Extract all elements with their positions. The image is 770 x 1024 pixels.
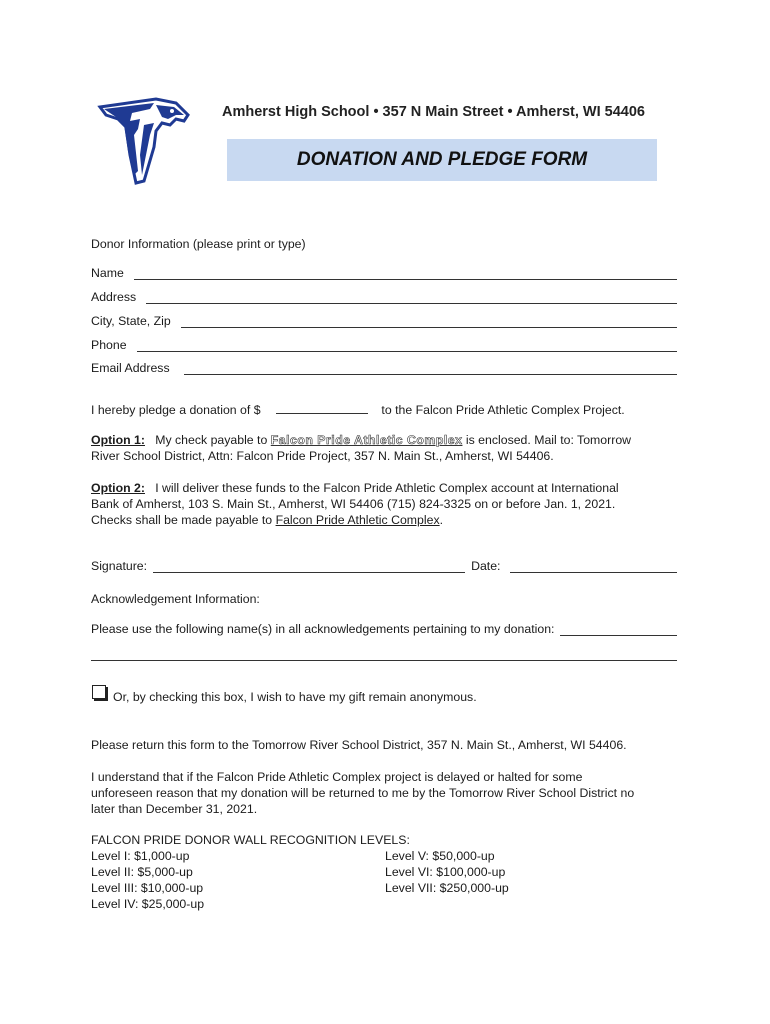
signature-field[interactable]: [153, 560, 465, 573]
refund-note-line1: I understand that if the Falcon Pride Athletic Complex project is delayed or halted for some: [91, 770, 583, 784]
option2-line3-suffix: .: [439, 513, 444, 527]
ack-names-row-2: [91, 648, 677, 661]
pledge-line: [91, 401, 677, 418]
level-item: Level III: $10,000-up: [91, 881, 204, 895]
address-field[interactable]: [146, 291, 677, 304]
email-row: [91, 361, 677, 375]
option1-line2: River School District, Attn: Falcon Pride Project, 357 N. Main St., Amherst, WI 54406.: [91, 449, 554, 463]
level-item: Level IV: $25,000-up: [91, 897, 205, 911]
signature-label: Signature:: [91, 559, 148, 573]
option2-line3-prefix: Checks shall be made payable to: [91, 513, 273, 527]
option2-label: Option 2:: [91, 481, 145, 495]
address-label: Address: [91, 290, 137, 304]
phone-field[interactable]: [137, 339, 677, 352]
option1-block: [91, 432, 681, 464]
city-label: City, State, Zip: [91, 314, 171, 328]
refund-note: [91, 769, 691, 817]
name-label: Name: [91, 266, 124, 280]
level-item: Level V: $50,000-up: [385, 849, 495, 863]
email-field[interactable]: [184, 362, 677, 375]
school-address-line: Amherst High School • 357 N Main Street • Amherst, WI 54406: [222, 104, 645, 120]
city-field[interactable]: [181, 315, 677, 328]
ack-names-row: [91, 622, 677, 636]
levels-right-column: [385, 848, 509, 896]
donor-info-heading: Donor Information (please print or type): [91, 237, 306, 251]
levels-heading: FALCON PRIDE DONOR WALL RECOGNITION LEVELS:: [91, 833, 410, 847]
date-field[interactable]: [510, 560, 677, 573]
option2-block: [91, 480, 681, 528]
ack-names-field-2[interactable]: [91, 648, 677, 661]
anonymous-label: Or, by checking this box, I wish to have my gift remain anonymous.: [113, 690, 477, 704]
form-title: DONATION AND PLEDGE FORM: [296, 149, 588, 170]
phone-label: Phone: [91, 338, 127, 352]
address-row: [91, 290, 677, 304]
return-note: Please return this form to the Tomorrow River School District, 357 N. Main St., Amherst, WI 54406.: [91, 738, 627, 752]
acknowledgement-heading: Acknowledgement Information:: [91, 592, 260, 606]
date-label: Date:: [471, 559, 501, 573]
option1-text-before: My check payable to: [155, 433, 268, 447]
pledge-suffix: to the Falcon Pride Athletic Complex Project.: [381, 403, 625, 417]
level-item: Level I: $1,000-up: [91, 849, 190, 863]
city-row: [91, 314, 677, 328]
name-row: [91, 266, 677, 280]
form-title-banner: [227, 139, 657, 181]
option2-line1: I will deliver these funds to the Falcon Pride Athletic Complex account at International: [155, 481, 619, 495]
signature-row: [91, 559, 677, 573]
levels-left-column: [91, 848, 204, 912]
name-field[interactable]: [134, 267, 677, 280]
option1-payee: Falcon Pride Athletic Complex: [270, 433, 463, 447]
pledge-amount-field[interactable]: [276, 401, 368, 414]
phone-row: [91, 338, 677, 352]
ack-names-field[interactable]: [560, 623, 677, 636]
refund-note-line2: unforeseen reason that my donation will be returned to me by the Tomorrow River School District no: [91, 786, 635, 800]
refund-note-line3: later than December 31, 2021.: [91, 802, 258, 816]
level-item: Level VII: $250,000-up: [385, 881, 509, 895]
option2-line2: Bank of Amherst, 103 S. Main St., Amherst, WI 54406 (715) 824-3325 on or before Jan. 1, 2021.: [91, 497, 616, 511]
option1-label: Option 1:: [91, 433, 145, 447]
pledge-prefix: I hereby pledge a donation of $: [91, 403, 261, 417]
falcon-logo-icon: [96, 95, 192, 187]
level-item: Level VI: $100,000-up: [385, 865, 506, 879]
option1-text-after: is enclosed. Mail to: Tomorrow: [465, 433, 632, 447]
email-label: Email Address: [91, 361, 170, 375]
level-item: Level II: $5,000-up: [91, 865, 193, 879]
ack-names-prompt: Please use the following name(s) in all acknowledgements pertaining to my donation:: [91, 622, 555, 636]
anonymous-checkbox[interactable]: [92, 685, 106, 699]
option2-line3-payee: Falcon Pride Athletic Complex: [275, 513, 440, 527]
